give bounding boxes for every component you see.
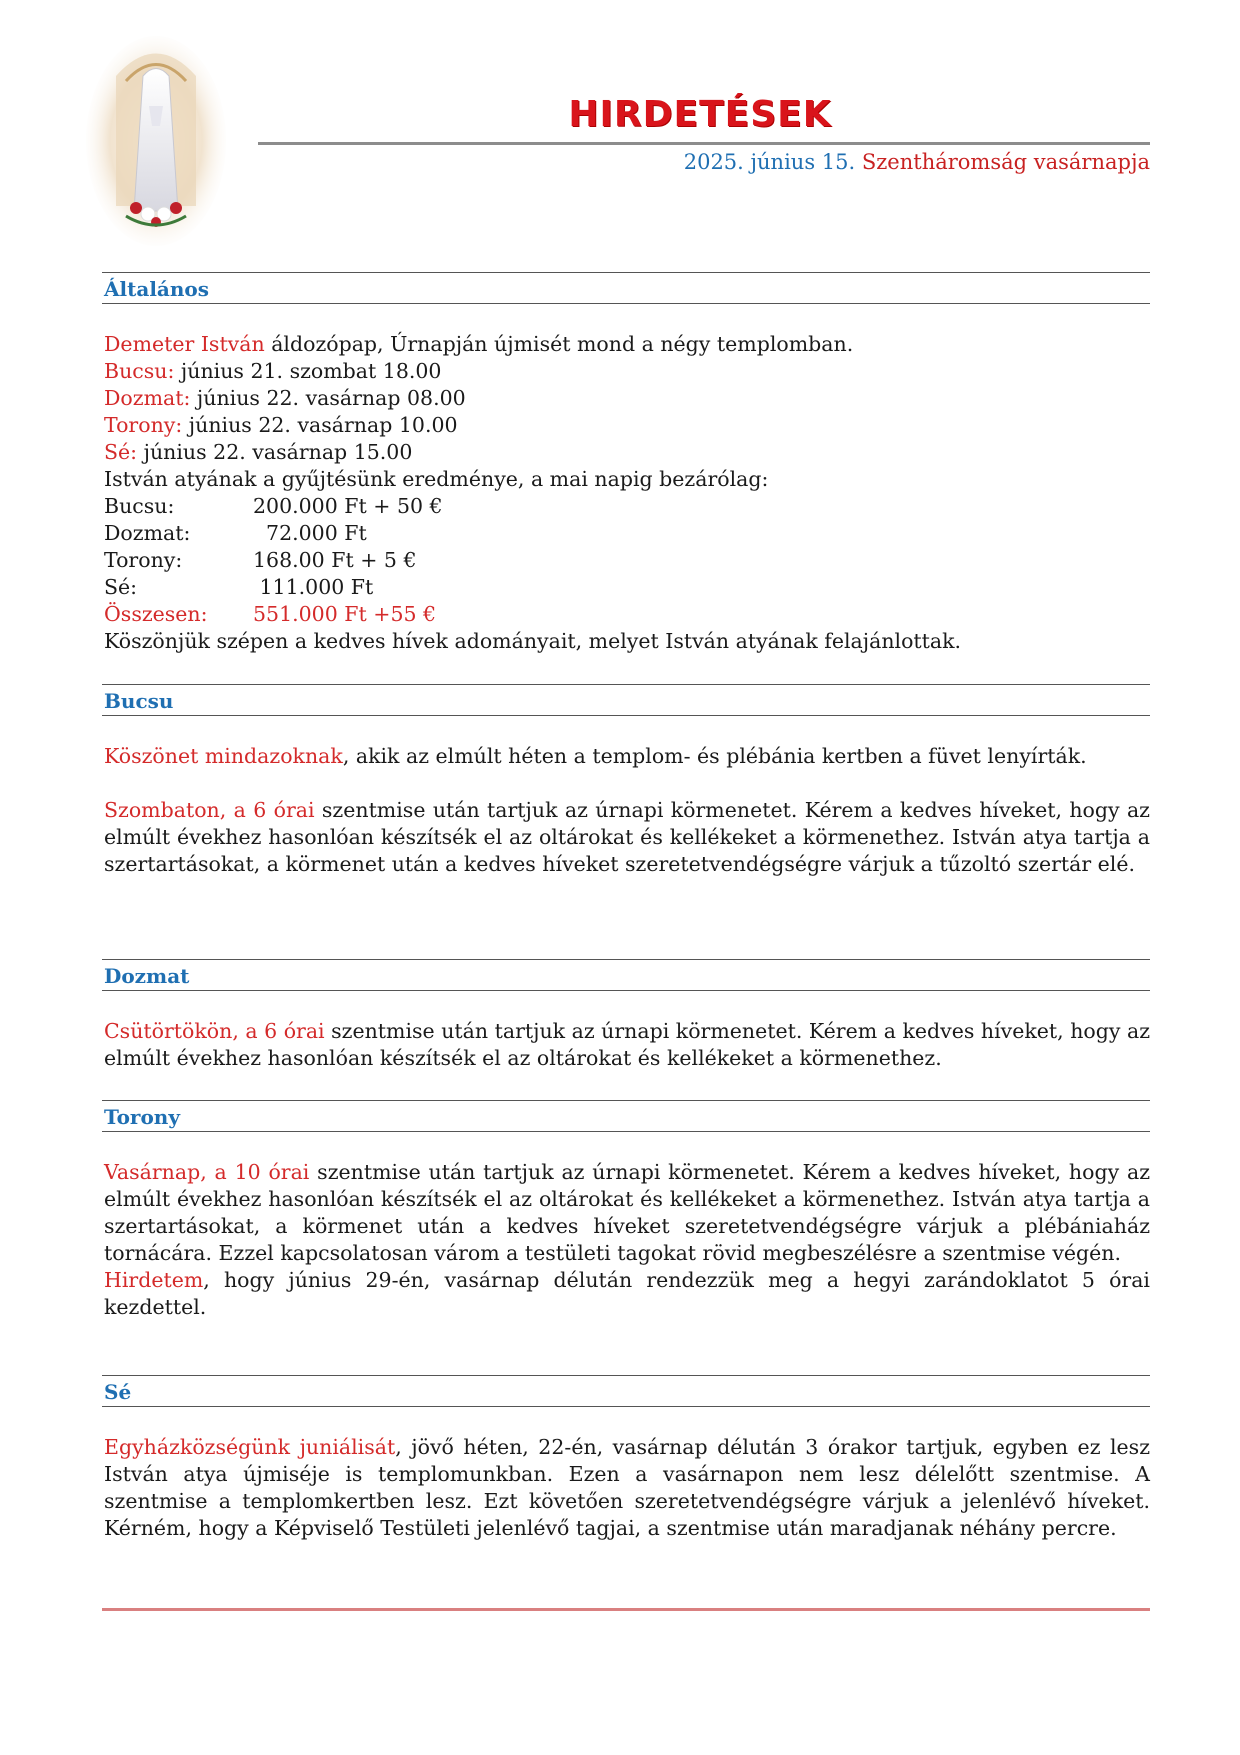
subtitle-day-name: Szentháromság vasárnapja (861, 150, 1150, 174)
paragraph: Köszönet mindazoknak, akik az elmúlt héten a templom- és plébánia kertben a füvet lenyírták. (104, 744, 1087, 768)
section-heading-label: Bucsu (104, 689, 174, 713)
footer-divider (102, 1608, 1150, 1611)
text-line: Bucsu: június 21. szombat 18.00 (104, 359, 442, 383)
section-heading-label: Torony (104, 1105, 180, 1129)
section-heading-label: Általános (104, 277, 210, 301)
collection-intro: István atyának a gyűjtésünk eredménye, a mai napig bezárólag: (104, 467, 769, 491)
section-body-se (104, 1434, 1150, 1542)
madonna-statue-image (86, 36, 226, 246)
section-heading-label: Sé (104, 1380, 132, 1404)
text-line: Dozmat: június 22. vasárnap 08.00 (104, 386, 466, 410)
subtitle-date: 2025. június 15. (683, 150, 856, 174)
collection-total-row: Összesen: 551.000 Ft +55 € (104, 602, 437, 626)
section-heading-label: Dozmat (104, 964, 190, 988)
paragraph: Vasárnap, a 10 órai szentmise után tartjuk az úrnapi körmenetet. Kérem a kedves híveket, hogy az elmúlt évekhez hasonlóan készítsék el az oltárokat és kellékeket a körmenethez. István atya tartja a szertartásokat, a körmenet után a kedves híveket szeretetvendégségre várjuk a plébániaház tornácára. Ezzel kapcsolatosan várom a testületi tagokat rövid megbeszélésre a szentmise végén. (104, 1160, 1150, 1265)
title-divider (258, 142, 1150, 145)
section-heading-bucsu (102, 684, 1150, 716)
collection-row: Torony: 168.00 Ft + 5 € (104, 548, 417, 572)
section-body-bucsu (104, 743, 1150, 878)
paragraph: Szombaton, a 6 órai szentmise után tartjuk az úrnapi körmenetet. Kérem a kedves híveket, hogy az elmúlt évekhez hasonlóan készítsék el az oltárokat és kellékeket a körmenethez. István atya tartja a szertartásokat, a körmenet után a kedves híveket szeretetvendégségre várjuk a tűzoltó szertár elé. (104, 798, 1150, 876)
page-subtitle (684, 150, 1150, 174)
collection-row: Sé: 111.000 Ft (104, 575, 374, 599)
section-heading-dozmat (102, 959, 1150, 991)
thanks-text: Köszönjük szépen a kedves hívek adományait, melyet István atyának felajánlottak. (104, 629, 962, 653)
section-heading-general (102, 272, 1150, 304)
section-body-dozmat (104, 1018, 1150, 1072)
text-line: Sé: június 22. vasárnap 15.00 (104, 440, 413, 464)
section-body-general (104, 331, 1150, 655)
paragraph: Hirdetem, hogy június 29-én, vasárnap délután rendezzük meg a hegyi zarándoklatot 5 órai kezdettel. (104, 1268, 1150, 1319)
paragraph: Csütörtökön, a 6 órai szentmise után tartjuk az úrnapi körmenetet. Kérem a kedves híveket, hogy az elmúlt évekhez hasonlóan készítsék el az oltárokat és kellékeket a körmenethez. (104, 1019, 1150, 1070)
section-body-torony (104, 1159, 1150, 1321)
text-line: Demeter István áldozópap, Úrnapján újmisét mond a négy templomban. (104, 332, 854, 356)
page-title: HIRDETÉSEK (568, 94, 832, 135)
section-heading-torony (102, 1100, 1150, 1132)
collection-row: Dozmat: 72.000 Ft (104, 521, 367, 545)
collection-row: Bucsu: 200.000 Ft + 50 € (104, 494, 443, 518)
text-line: Torony: június 22. vasárnap 10.00 (104, 413, 458, 437)
paragraph: Egyházközségünk juniálisát, jövő héten, 22-én, vasárnap délután 3 órakor tartjuk, egyben ez lesz István atya újmiséje is templomunkban. Ezen a vasárnapon nem lesz délelőtt szentmise. A szentmise a templomkertben lesz. Ezt követően szeretetvendégségre várjuk a jelenlévő híveket. Kérném, hogy a Képviselő Testületi jelenlévő tagjai, a szentmise után maradjanak néhány percre. (104, 1435, 1151, 1540)
section-heading-se (102, 1375, 1150, 1407)
